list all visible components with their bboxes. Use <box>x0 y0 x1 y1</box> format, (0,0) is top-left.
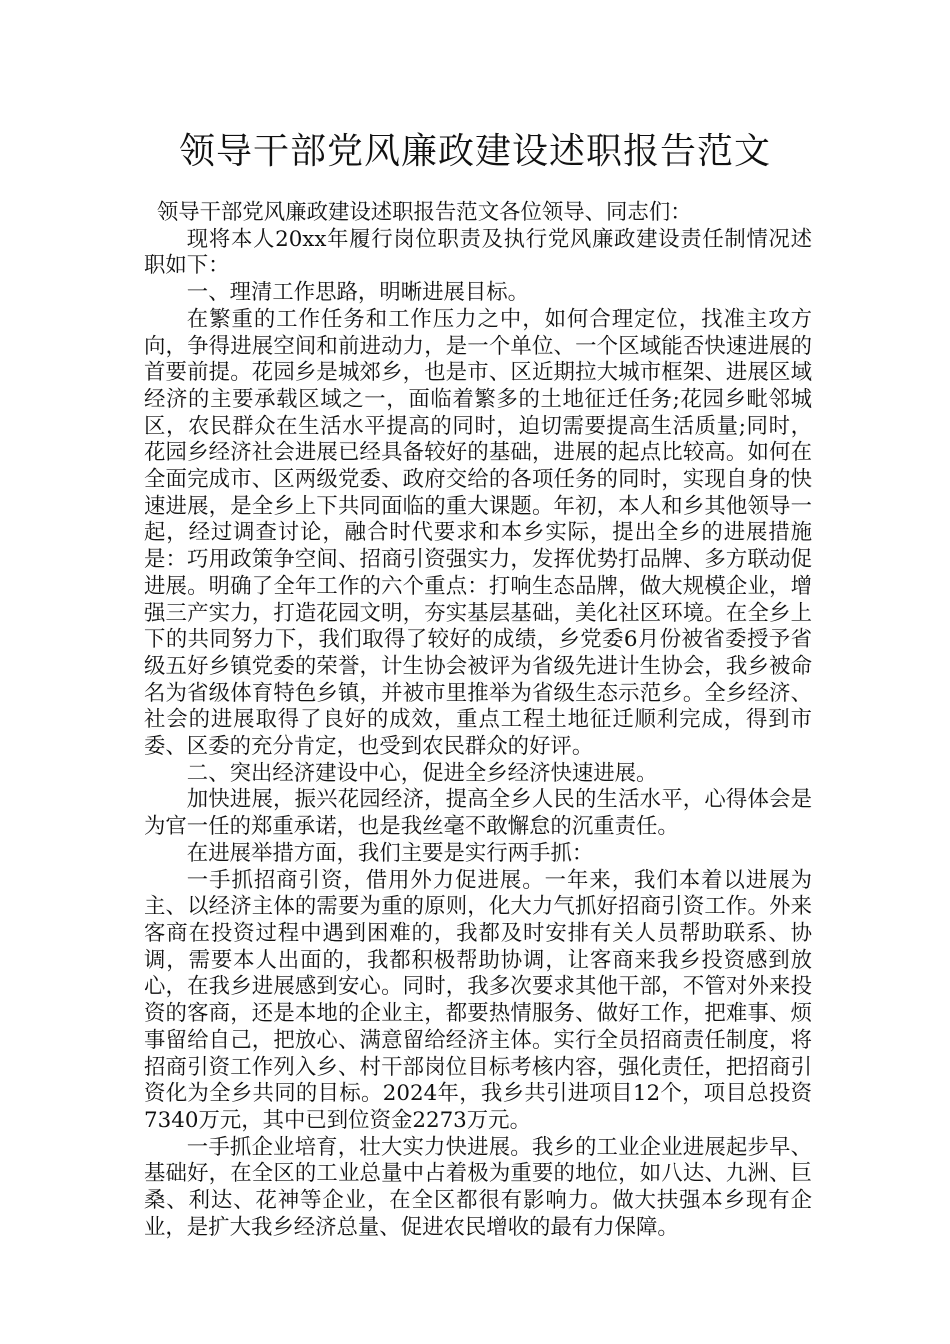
paragraph-measures: 在进展举措方面，我们主要是实行两手抓： <box>186 840 594 866</box>
paragraph-intro: 现将本人20xx年履行岗位职责及执行党风廉政建设责任制情况述职如下： <box>144 226 812 279</box>
paragraph-investment: 一手抓招商引资，借用外力促进展。一年来，我们本着以进展为主、以经济主体的需要为重的原则，化大力气抓好招商引资工作。外来客商在投资过程中遇到困难的，我都及时安排有关人员帮助联系、协调，需要本人出面的，我都积极帮助协调，让客商来我乡投资感到放心，在我乡进展感到安心。同时，我多次要求其他干部，不管对外来投资的客商，还是本地的企业主，都要热情服务、做好工作，把难事、烦事留给自己，把放心、满意留给经济主体。实行全员招商责任制度，将招商引资工作列入乡、村干部岗位目标考核内容，强化责任，把招商引资化为全乡共同的目标。2024年，我乡共引进项目12个，项目总投资7340万元，其中已到位资金2273万元。 <box>144 867 812 1133</box>
section-heading-1: 一、理清工作思路，明晰进展目标。 <box>186 280 530 306</box>
document-title: 领导干部党风廉政建设述职报告范文 <box>178 131 771 172</box>
document-body <box>144 200 812 1241</box>
section-heading-2: 二、突出经济建设中心，促进全乡经济快速进展。 <box>186 760 658 786</box>
paragraph-section-1: 在繁重的工作任务和工作压力之中，如何合理定位，找准主攻方向，争得进展空间和前进动力，是一个单位、一个区域能否快速进展的首要前提。花园乡是城郊乡，也是市、区近期拉大城市框架、进展区域经济的主要承载区域之一，面临着繁多的土地征迁任务;花园乡毗邻城区，农民群众在生活水平提高的同时，迫切需要提高生活质量;同时，花园乡经济社会进展已经具备较好的基础，进展的起点比较高。如何在全面完成市、区两级党委、政府交给的各项任务的同时，实现自身的快速进展，是全乡上下共同面临的重大课题。年初，本人和乡其他领导一起，经过调查讨论，融合时代要求和本乡实际，提出全乡的进展措施是：巧用政策争空间、招商引资强实力，发挥优势打品牌、多方联动促进展。明确了全年工作的六个重点：打响生态品牌，做大规模企业，增强三产实力，打造花园文明，夯实基层基础，美化社区环境。在全乡上下的共同努力下，我们取得了较好的成绩，乡党委6月份被省委授予省级五好乡镇党委的荣誉，计生协会被评为省级先进计生协会，我乡被命名为省级体育特色乡镇，并被市里推举为省级生态示范乡。全乡经济、社会的进展取得了良好的成效，重点工程土地征迁顺利完成，得到市委、区委的充分肯定，也受到农民群众的好评。 <box>144 306 812 760</box>
paragraph-salutation: 领导干部党风廉政建设述职报告范文各位领导、同志们： <box>156 200 692 225</box>
paragraph-section-2-intro: 加快进展，振兴花园经济，提高全乡人民的生活水平，心得体会是为官一任的郑重承诺，也是我丝毫不敢懈怠的沉重责任。 <box>144 787 812 840</box>
paragraph-enterprise: 一手抓企业培育，壮大实力快进展。我乡的工业企业进展起步早、基础好，在全区的工业总量中占着极为重要的地位，如八达、九洲、巨桑、利达、花神等企业，在全区都很有影响力。做大扶强本乡现有企业，是扩大我乡经济总量、促进农民增收的最有力保障。 <box>144 1134 812 1240</box>
